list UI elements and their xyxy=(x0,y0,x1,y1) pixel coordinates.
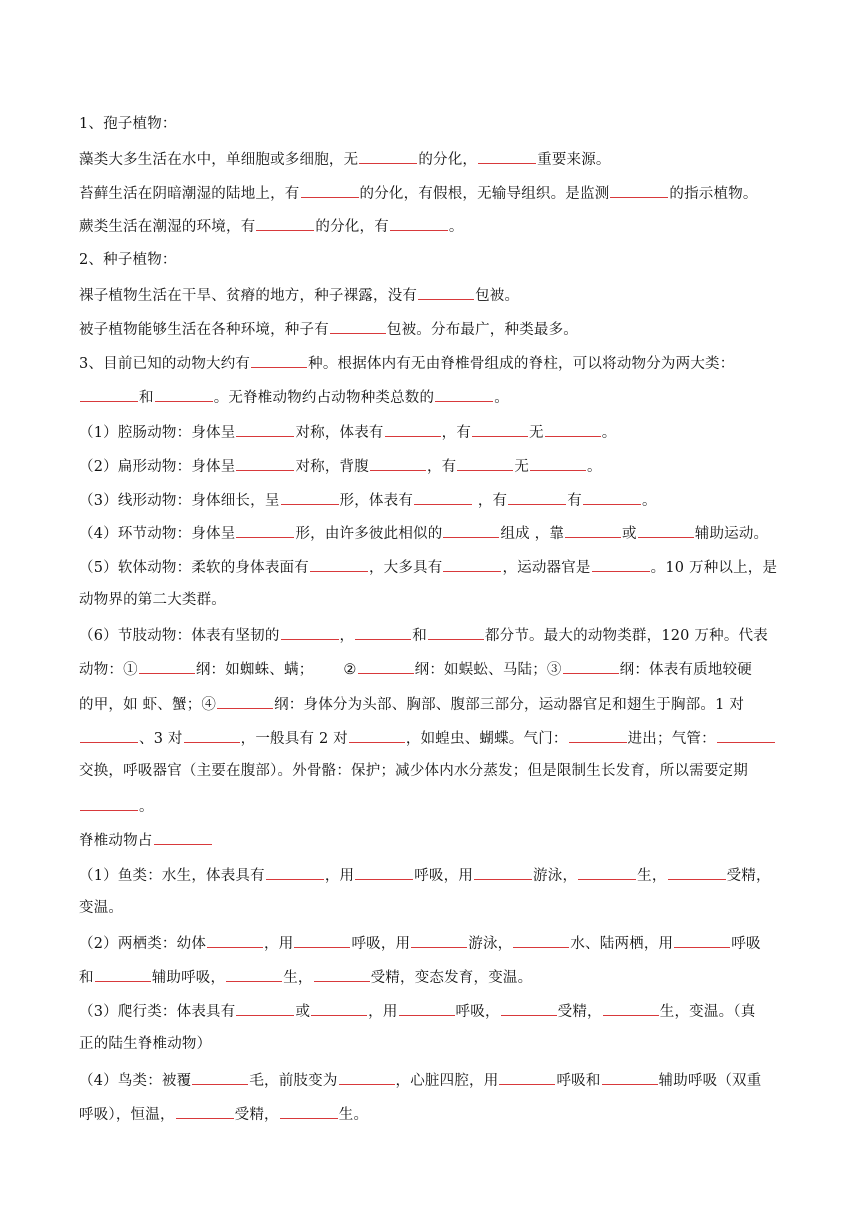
blank[interactable] xyxy=(80,795,138,811)
line-algae: 藻类大多生活在水中，单细胞或多细胞，无 的分化， 重要来源。 xyxy=(79,148,799,170)
blank[interactable] xyxy=(80,727,138,743)
blank[interactable] xyxy=(207,932,263,948)
blank[interactable] xyxy=(501,1000,557,1016)
blank[interactable] xyxy=(359,148,417,164)
line-arthropod: （6）节肢动物：体表有坚韧的 ， 和 都分节。最大的动物类群，120 万种。代表 xyxy=(79,624,799,646)
blank[interactable] xyxy=(176,1103,234,1119)
heading-seed-plants: 2、种子植物： xyxy=(79,252,177,268)
blank[interactable] xyxy=(154,829,212,845)
blank[interactable] xyxy=(717,727,775,743)
line-flatworm: （2）扁形动物：身体呈 对称，背腹 ，有 无 。 xyxy=(79,455,799,477)
line-bird: （4）鸟类：被覆 毛，前肢变为 ，心脏四腔，用 呼吸和 辅助呼吸（双重 xyxy=(79,1069,799,1091)
blank[interactable] xyxy=(236,455,294,471)
heading-spore-plants: 1、孢子植物： xyxy=(79,116,177,132)
blank[interactable] xyxy=(610,182,668,198)
blank[interactable] xyxy=(355,624,411,640)
blank[interactable] xyxy=(358,658,414,674)
line-animals-intro: 3、目前已知的动物大约有 种。根据体内有无由脊椎骨组成的脊柱，可以将动物分为两大类： xyxy=(79,352,799,374)
blank[interactable] xyxy=(565,522,621,538)
blank[interactable] xyxy=(513,932,569,948)
blank[interactable] xyxy=(478,148,536,164)
blank[interactable] xyxy=(217,693,273,709)
line-mollusk-cont: 动物界的第二大类群。 xyxy=(79,592,226,608)
line-insect-features: 、3 对 ，一般具有 2 对 ，如蝗虫、蝴蝶。气门： 进出；气管： xyxy=(79,727,799,749)
blank[interactable] xyxy=(435,386,493,402)
blank[interactable] xyxy=(603,1000,659,1016)
blank[interactable] xyxy=(414,489,472,505)
line-gymnosperm: 裸子植物生活在干旱、贫瘠的地方，种子裸露，没有 包被。 xyxy=(79,284,799,306)
blank[interactable] xyxy=(428,624,484,640)
blank[interactable] xyxy=(674,932,730,948)
blank[interactable] xyxy=(563,658,619,674)
blank[interactable] xyxy=(457,455,513,471)
line-insects: 的甲，如 虾、蟹；④ 纲：身体分为头部、胸部、腹部三部分，运动器官足和翅生于胸部。1 对 xyxy=(79,693,799,715)
blank[interactable] xyxy=(385,421,441,437)
blank[interactable] xyxy=(236,1000,294,1016)
line-reptile-cont: 正的陆生脊椎动物） xyxy=(79,1036,212,1052)
blank[interactable] xyxy=(545,421,601,437)
blank[interactable] xyxy=(418,284,474,300)
blank[interactable] xyxy=(583,489,641,505)
blank[interactable] xyxy=(256,215,314,231)
blank[interactable] xyxy=(95,966,151,982)
line-bird-cont: 呼吸），恒温， 受精， 生。 xyxy=(79,1103,799,1125)
blank[interactable] xyxy=(301,182,359,198)
blank[interactable] xyxy=(349,727,405,743)
blank[interactable] xyxy=(330,318,386,334)
blank[interactable] xyxy=(668,864,726,880)
line-fish: （1）鱼类：水生，体表具有 ，用 呼吸，用 游泳， 生， 受精， xyxy=(79,864,799,886)
blank[interactable] xyxy=(592,556,650,572)
line-amphibian: （2）两栖类：幼体 ，用 呼吸，用 游泳， 水、陆两栖，用 呼吸 xyxy=(79,932,799,954)
blank[interactable] xyxy=(251,352,307,368)
line-fern: 蕨类生活在潮湿的环境，有 的分化，有 。 xyxy=(79,215,799,237)
blank[interactable] xyxy=(499,1069,555,1085)
line-angiosperm: 被子植物能够生活在各种环境，种子有 包被。分布最广，种类最多。 xyxy=(79,318,799,340)
blank[interactable] xyxy=(411,932,467,948)
line-vertebrates: 脊椎动物占 xyxy=(79,829,799,851)
line-molting: 。 xyxy=(79,795,799,817)
blank[interactable] xyxy=(530,455,586,471)
blank[interactable] xyxy=(508,489,566,505)
blank[interactable] xyxy=(474,864,532,880)
line-annelid: （4）环节动物：身体呈 形，由许多彼此相似的 组成 ，靠 或 辅助运动。 xyxy=(79,522,799,544)
blank[interactable] xyxy=(443,522,499,538)
blank[interactable] xyxy=(280,1103,338,1119)
blank[interactable] xyxy=(602,1069,658,1085)
blank[interactable] xyxy=(578,864,636,880)
blank[interactable] xyxy=(443,556,501,572)
blank[interactable] xyxy=(390,215,448,231)
blank[interactable] xyxy=(472,421,528,437)
line-exoskeleton: 交换，呼吸器官（主要在腹部）。外骨骼：保护；减少体内水分蒸发；但是限制生长发育，所以需要定期 xyxy=(79,763,748,779)
line-reptile: （3）爬行类：体表具有 或 ，用 呼吸， 受精， 生，变温。（真 xyxy=(79,1000,799,1022)
blank[interactable] xyxy=(139,658,195,674)
blank[interactable] xyxy=(314,966,370,982)
line-animals-two-classes: 和 。无脊椎动物约占动物种类总数的 。 xyxy=(79,386,799,408)
blank[interactable] xyxy=(311,1000,367,1016)
blank[interactable] xyxy=(236,522,294,538)
blank[interactable] xyxy=(355,864,413,880)
blank[interactable] xyxy=(310,556,368,572)
line-fish-cont: 变温。 xyxy=(79,900,124,916)
blank[interactable] xyxy=(266,864,324,880)
line-cnidaria: （1）腔肠动物：身体呈 对称，体表有 ，有 无 。 xyxy=(79,421,799,443)
blank[interactable] xyxy=(155,386,213,402)
line-arthropod-classes: 动物：① 纲：如蜘蛛、螨； ② 纲：如蜈蚣、马陆；③ 纲：体表有质地较硬 xyxy=(79,658,799,680)
blank[interactable] xyxy=(638,522,694,538)
blank[interactable] xyxy=(236,421,294,437)
line-moss: 苔藓生活在阴暗潮湿的陆地上，有 的分化，有假根，无输导组织。是监测 的指示植物。 xyxy=(79,182,799,204)
blank[interactable] xyxy=(281,624,339,640)
blank[interactable] xyxy=(569,727,627,743)
blank[interactable] xyxy=(370,455,426,471)
blank[interactable] xyxy=(281,489,339,505)
blank[interactable] xyxy=(339,1069,395,1085)
blank[interactable] xyxy=(226,966,282,982)
blank[interactable] xyxy=(192,1069,248,1085)
blank[interactable] xyxy=(80,386,138,402)
line-amphibian-cont: 和 辅助呼吸， 生， 受精，变态发育，变温。 xyxy=(79,966,799,988)
blank[interactable] xyxy=(399,1000,455,1016)
line-mollusk: （5）软体动物：柔软的身体表面有 ，大多具有 ，运动器官是 。10 万种以上，是 xyxy=(79,556,799,578)
line-roundworm: （3）线形动物：身体细长，呈 形，体表有 ，有 有 。 xyxy=(79,489,799,511)
blank[interactable] xyxy=(294,932,350,948)
blank[interactable] xyxy=(184,727,240,743)
